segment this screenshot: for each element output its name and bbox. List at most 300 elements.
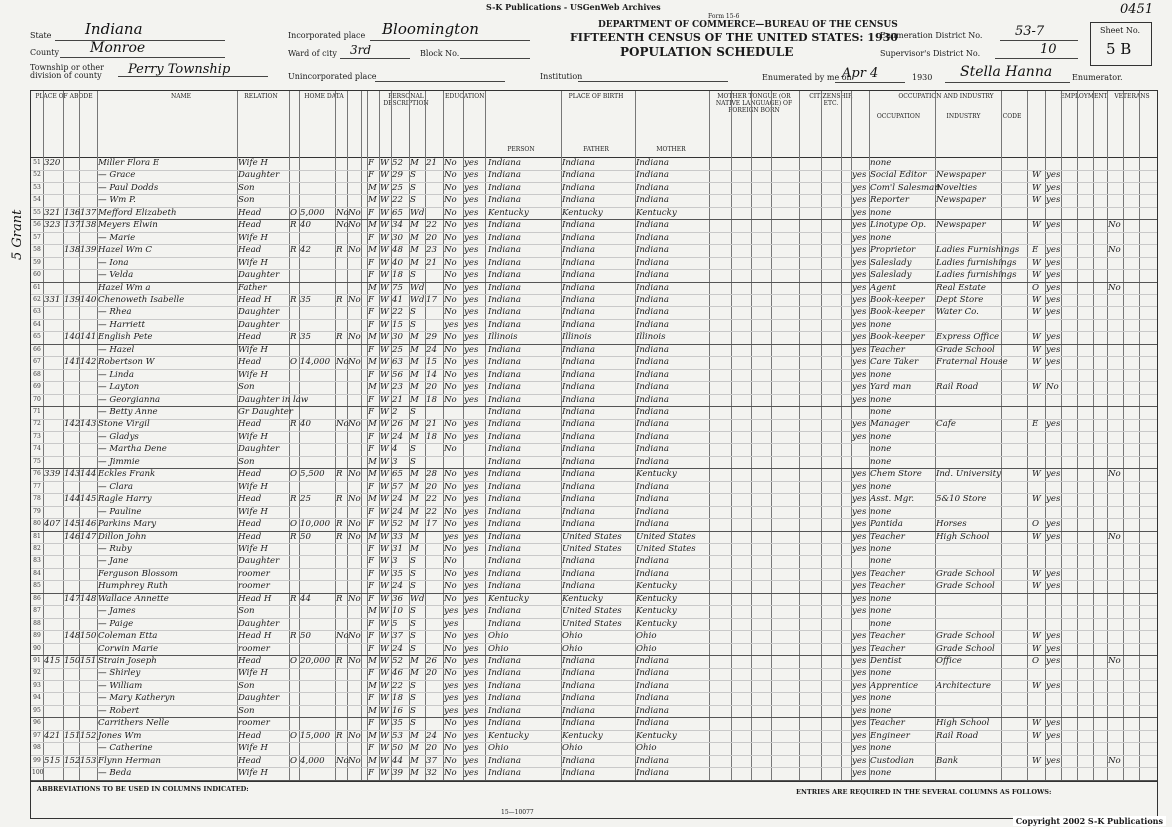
class-of-worker-cell: W — [1032, 730, 1041, 741]
farm-flag-cell: No — [348, 207, 361, 218]
relation-cell: Head — [238, 730, 262, 741]
sex-cell: M — [368, 680, 377, 691]
age-cell: 46 — [392, 668, 403, 679]
line-number-cell: 63 — [33, 308, 41, 316]
radio-set-cell: R — [336, 519, 343, 530]
line-number-cell: 68 — [33, 370, 41, 378]
industry-cell: Newspaper — [936, 220, 986, 231]
marital-cell: S — [410, 606, 416, 617]
age-cell: 18 — [392, 693, 403, 704]
house-number-cell: 515 — [44, 755, 61, 766]
line-number-cell: 82 — [33, 544, 41, 552]
birthplace-cell: Indiana — [488, 618, 521, 629]
sex-cell: F — [368, 506, 374, 517]
occupation-cell: Book-keeper — [870, 332, 925, 343]
birthplace-cell: Indiana — [488, 469, 521, 480]
relation-cell: Head H — [238, 631, 272, 642]
occupation-cell: none — [870, 556, 892, 567]
father-birthplace-cell: Kentucky — [562, 593, 603, 604]
relation-cell: Head — [238, 656, 262, 666]
class-of-worker-cell: W — [1032, 195, 1041, 206]
home-value-cell: 25 — [300, 494, 311, 505]
home-tenure-cell: R — [290, 631, 297, 642]
sex-cell: F — [368, 543, 374, 554]
occupation-cell: none — [870, 319, 892, 330]
mother-birthplace-cell: Indiana — [636, 506, 669, 517]
literacy-cell: yes — [464, 344, 479, 355]
race-cell: W — [380, 543, 389, 554]
speaks-english-cell: yes — [852, 257, 867, 268]
age-at-marriage-cell: 26 — [426, 656, 437, 666]
school-cell: No — [444, 232, 457, 243]
speaks-english-cell: yes — [852, 307, 867, 318]
occupation-cell: none — [870, 506, 892, 517]
birthplace-cell: Indiana — [488, 568, 521, 579]
marital-cell: M — [410, 431, 419, 442]
family-number-cell: 150 — [80, 631, 97, 642]
class-of-worker-cell: W — [1032, 469, 1041, 480]
father-birthplace-cell: Indiana — [562, 519, 595, 530]
marital-cell: M — [410, 369, 419, 380]
family-number-cell: 137 — [80, 207, 97, 218]
sex-cell: F — [368, 369, 374, 380]
home-tenure-cell: R — [290, 245, 297, 256]
sex-cell: M — [368, 730, 377, 741]
industry-cell: Cafe — [936, 419, 956, 430]
literacy-cell: yes — [464, 382, 479, 393]
school-cell: No — [444, 357, 457, 368]
literacy-cell: yes — [464, 680, 479, 691]
race-cell: W — [380, 743, 389, 754]
literacy-cell: yes — [464, 494, 479, 505]
father-birthplace-cell: United States — [562, 531, 622, 542]
occupation-cell: none — [870, 618, 892, 629]
class-of-worker-cell: W — [1032, 531, 1041, 542]
school-cell: No — [444, 656, 457, 666]
birthplace-cell: Indiana — [488, 656, 521, 666]
relation-cell: Head — [238, 469, 262, 480]
place-label: Incorporated place — [288, 31, 366, 40]
class-of-worker-cell: W — [1032, 182, 1041, 193]
birth-mother-header: MOTHER — [656, 146, 686, 153]
farm-flag-cell: No — [348, 730, 361, 741]
father-birthplace-cell: Indiana — [562, 431, 595, 442]
home-tenure-cell: R — [290, 419, 297, 430]
dwelling-number-cell: 152 — [64, 755, 81, 766]
line-number-cell: 54 — [33, 196, 41, 204]
section-citizenship: CITIZENSHIP, ETC. — [809, 93, 853, 107]
literacy-cell: yes — [464, 768, 479, 779]
father-birthplace-cell: Indiana — [562, 768, 595, 779]
employment-cell: yes — [1046, 568, 1061, 579]
marital-cell: M — [410, 419, 419, 430]
line-number-cell: 77 — [33, 482, 41, 490]
occupation-cell: Care Taker — [870, 357, 919, 368]
line-number-cell: 51 — [33, 159, 41, 166]
farm-flag-cell: No — [348, 220, 361, 231]
employment-cell: yes — [1046, 643, 1061, 654]
home-value-cell: 4,000 — [300, 755, 325, 766]
relation-cell: roomer — [238, 643, 270, 654]
section-personal: PERSONAL DESCRIPTION — [383, 93, 429, 107]
radio-set-cell: No — [336, 755, 349, 766]
marital-cell: S — [410, 456, 416, 467]
veteran-cell: No — [1108, 755, 1121, 766]
line-number-cell: 71 — [33, 408, 41, 415]
employment-cell: yes — [1046, 170, 1061, 181]
race-cell: W — [380, 768, 389, 779]
father-birthplace-cell: Indiana — [562, 170, 595, 181]
father-birthplace-cell: Indiana — [562, 195, 595, 206]
school-cell: No — [444, 444, 457, 455]
age-cell: 3 — [392, 456, 398, 467]
employment-cell: yes — [1046, 257, 1061, 268]
mother-birthplace-cell: Indiana — [636, 182, 669, 193]
father-birthplace-cell: Ohio — [562, 643, 583, 654]
line-number-cell: 67 — [33, 358, 41, 366]
occupation-cell: Teacher — [870, 581, 905, 592]
dwelling-number-cell: 143 — [64, 469, 81, 480]
mother-birthplace-cell: Indiana — [636, 481, 669, 492]
employment-cell: yes — [1046, 307, 1061, 318]
school-cell: No — [444, 158, 457, 168]
race-cell: W — [380, 182, 389, 193]
dwelling-number-cell: 136 — [64, 207, 81, 218]
sex-cell: M — [368, 332, 377, 343]
father-birthplace-cell: Indiana — [562, 220, 595, 231]
age-cell: 21 — [392, 394, 403, 405]
home-value-cell: 5,500 — [300, 469, 325, 480]
farm-flag-cell: No — [348, 357, 361, 368]
father-birthplace-cell: Indiana — [562, 369, 595, 380]
literacy-cell: yes — [464, 319, 479, 330]
occupation-cell: Book-keeper — [870, 294, 925, 305]
birthplace-cell: Indiana — [488, 170, 521, 181]
line-number-cell: 81 — [33, 532, 41, 540]
literacy-cell: yes — [464, 182, 479, 193]
marital-cell: M — [410, 394, 419, 405]
person-name-cell: Dillon John — [98, 531, 147, 542]
father-birthplace-cell: Indiana — [562, 705, 595, 716]
birthplace-cell: Indiana — [488, 456, 521, 467]
person-name-cell: Wallace Annette — [98, 593, 169, 604]
dwelling-number-cell: 145 — [64, 519, 81, 530]
employment-cell: yes — [1046, 531, 1061, 542]
speaks-english-cell: yes — [852, 506, 867, 517]
person-name-cell: Miller Flora E — [98, 158, 160, 168]
race-cell: W — [380, 556, 389, 567]
literacy-cell: yes — [464, 718, 479, 729]
sex-cell: F — [368, 693, 374, 704]
literacy-cell: yes — [464, 431, 479, 442]
marital-cell: Wd — [410, 294, 425, 305]
sex-cell: M — [368, 357, 377, 368]
relation-cell: Wife H — [238, 431, 268, 442]
birthplace-cell: Kentucky — [488, 730, 529, 741]
home-value-cell: 50 — [300, 631, 311, 642]
birthplace-cell: Indiana — [488, 556, 521, 567]
father-birthplace-cell: Indiana — [562, 718, 595, 729]
line-number-cell: 60 — [33, 271, 41, 279]
mother-birthplace-cell: Indiana — [636, 444, 669, 455]
age-at-marriage-cell: 23 — [426, 245, 437, 256]
literacy-cell: yes — [464, 568, 479, 579]
birthplace-cell: Indiana — [488, 158, 521, 168]
line-number-cell: 62 — [33, 295, 41, 303]
age-at-marriage-cell: 22 — [426, 494, 437, 505]
ward-label: Ward of city — [288, 49, 337, 58]
occupation-cell: Yard man — [870, 382, 912, 393]
employment-cell: No — [1046, 382, 1059, 393]
line-number-cell: 87 — [33, 607, 41, 615]
relation-cell: Head — [238, 531, 262, 542]
age-at-marriage-cell: 17 — [426, 519, 437, 530]
sex-cell: F — [368, 207, 374, 218]
race-cell: W — [380, 668, 389, 679]
race-cell: W — [380, 382, 389, 393]
age-cell: 10 — [392, 606, 403, 617]
sex-cell: M — [368, 220, 377, 231]
age-cell: 65 — [392, 207, 403, 218]
marital-cell: M — [410, 543, 419, 554]
line-number-cell: 55 — [33, 208, 41, 216]
father-birthplace-cell: Indiana — [562, 419, 595, 430]
marital-cell: S — [410, 705, 416, 716]
line-number-cell: 56 — [33, 221, 41, 229]
industry-cell: Fraternal House — [936, 357, 1008, 368]
speaks-english-cell: yes — [852, 319, 867, 330]
person-name-cell: Flynn Herman — [98, 755, 161, 766]
person-name-cell: Ragle Harry — [98, 494, 152, 505]
family-number-cell: 147 — [80, 531, 97, 542]
relation-cell: Daughter — [238, 556, 280, 567]
industry-cell: Office — [936, 656, 962, 666]
occupation-cell: none — [870, 407, 892, 417]
literacy-cell: yes — [464, 294, 479, 305]
father-birthplace-cell: United States — [562, 618, 622, 629]
age-cell: 40 — [392, 257, 403, 268]
age-at-marriage-cell: 21 — [426, 257, 437, 268]
family-number-cell: 151 — [80, 656, 97, 666]
race-cell: W — [380, 631, 389, 642]
home-tenure-cell: R — [290, 593, 297, 604]
father-birthplace-cell: Indiana — [562, 245, 595, 256]
marital-cell: S — [410, 407, 416, 417]
occupation-header: OCCUPATION — [876, 113, 921, 120]
birthplace-cell: Indiana — [488, 294, 521, 305]
literacy-cell: yes — [464, 307, 479, 318]
class-of-worker-cell: W — [1032, 332, 1041, 343]
sex-cell: M — [368, 456, 377, 467]
mother-birthplace-cell: Indiana — [636, 195, 669, 206]
person-name-cell: Hazel Wm C — [98, 245, 153, 256]
home-tenure-cell: O — [290, 656, 298, 666]
sex-cell: F — [368, 307, 374, 318]
school-cell: yes — [444, 606, 459, 617]
father-birthplace-cell: Indiana — [562, 257, 595, 268]
marital-cell: S — [410, 182, 416, 193]
father-birthplace-cell: Ohio — [562, 743, 583, 754]
class-of-worker-cell: W — [1032, 382, 1041, 393]
age-cell: 31 — [392, 543, 403, 554]
section-veterans: VETERANS — [1114, 93, 1150, 100]
sex-cell: F — [368, 631, 374, 642]
occupation-cell: Chem Store — [870, 469, 922, 480]
stamp-number: 0451 — [1120, 2, 1154, 17]
house-number-cell: 331 — [44, 294, 61, 305]
race-cell: W — [380, 369, 389, 380]
farm-flag-cell: No — [348, 656, 361, 666]
radio-set-cell: R — [336, 332, 343, 343]
industry-cell: Ladies furnishings — [936, 257, 1017, 268]
age-at-marriage-cell: 20 — [426, 481, 437, 492]
mother-birthplace-cell: United States — [636, 543, 696, 554]
sex-cell: F — [368, 294, 374, 305]
relation-cell: Daughter — [238, 270, 280, 281]
veteran-cell: No — [1108, 220, 1121, 231]
class-of-worker-cell: W — [1032, 170, 1041, 181]
speaks-english-cell: yes — [852, 656, 867, 666]
age-at-marriage-cell: 18 — [426, 394, 437, 405]
literacy-cell: yes — [464, 245, 479, 256]
line-number-cell: 70 — [33, 395, 41, 403]
age-cell: 52 — [392, 656, 403, 666]
race-cell: W — [380, 730, 389, 741]
speaks-english-cell: yes — [852, 593, 867, 604]
side-annotation: 5 Grant — [10, 209, 25, 260]
father-birthplace-cell: Indiana — [562, 182, 595, 193]
literacy-cell: yes — [464, 581, 479, 592]
father-birthplace-cell: Indiana — [562, 382, 595, 393]
home-value-cell: 14,000 — [300, 357, 331, 368]
sex-cell: M — [368, 182, 377, 193]
marital-cell: S — [410, 631, 416, 642]
mother-birthplace-cell: Indiana — [636, 170, 669, 181]
mother-birthplace-cell: Kentucky — [636, 606, 677, 617]
marital-cell: M — [410, 743, 419, 754]
home-tenure-cell: R — [290, 332, 297, 343]
father-birthplace-cell: United States — [562, 543, 622, 554]
marital-cell: M — [410, 232, 419, 243]
form-number: Form 15-6 — [708, 13, 740, 20]
age-cell: 22 — [392, 195, 403, 206]
mother-birthplace-cell: Indiana — [636, 768, 669, 779]
class-of-worker-cell: W — [1032, 643, 1041, 654]
relation-cell: Son — [238, 182, 255, 193]
sex-cell: F — [368, 618, 374, 629]
line-number-cell: 86 — [33, 594, 41, 602]
age-cell: 39 — [392, 768, 403, 779]
marital-cell: M — [410, 519, 419, 530]
population-table — [30, 90, 1158, 782]
enumeration-date: Apr 4 — [842, 66, 879, 81]
person-name-cell: Jones Wm — [98, 730, 142, 741]
column-headers — [31, 91, 1157, 158]
line-number-cell: 98 — [33, 744, 41, 752]
mother-birthplace-cell: Indiana — [636, 344, 669, 355]
race-cell: W — [380, 158, 389, 168]
industry-cell: Grade School — [936, 581, 995, 592]
marital-cell: S — [410, 170, 416, 181]
marital-cell: M — [410, 382, 419, 393]
home-value-cell: 15,000 — [300, 730, 331, 741]
line-number-cell: 99 — [33, 756, 41, 764]
mother-birthplace-cell: Illinois — [636, 332, 666, 343]
industry-cell: Grade School — [936, 631, 995, 642]
age-at-marriage-cell: 20 — [426, 232, 437, 243]
sex-cell: F — [368, 170, 374, 181]
school-cell: No — [444, 506, 457, 517]
age-cell: 48 — [392, 245, 403, 256]
literacy-cell: yes — [464, 755, 479, 766]
dwelling-number-cell: 139 — [64, 294, 81, 305]
veteran-cell: No — [1108, 245, 1121, 256]
age-cell: 15 — [392, 319, 403, 330]
marital-cell: M — [410, 481, 419, 492]
industry-cell: Architecture — [936, 680, 991, 691]
occupation-cell: none — [870, 394, 892, 405]
person-name-cell: Chenoweth Isabelle — [98, 294, 185, 305]
school-cell: yes — [444, 531, 459, 542]
line-number-cell: 79 — [33, 507, 41, 515]
mother-birthplace-cell: Indiana — [636, 755, 669, 766]
line-number-cell: 65 — [33, 333, 41, 341]
race-cell: W — [380, 207, 389, 218]
person-name-cell: — William — [98, 680, 143, 691]
speaks-english-cell: yes — [852, 680, 867, 691]
occupation-cell: Book-keeper — [870, 307, 925, 318]
birthplace-cell: Indiana — [488, 444, 521, 455]
race-cell: W — [380, 407, 389, 417]
industry-cell: Bank — [936, 755, 959, 766]
birthplace-cell: Ohio — [488, 631, 509, 642]
school-cell: No — [444, 332, 457, 343]
radio-set-cell: No — [336, 207, 349, 218]
literacy-cell: yes — [464, 631, 479, 642]
class-of-worker-cell: W — [1032, 494, 1041, 505]
mother-birthplace-cell: Indiana — [636, 394, 669, 405]
person-name-cell: — Pauline — [98, 506, 142, 517]
birthplace-cell: Indiana — [488, 319, 521, 330]
father-birthplace-cell: Indiana — [562, 407, 595, 417]
age-at-marriage-cell: 21 — [426, 419, 437, 430]
marital-cell: M — [410, 494, 419, 505]
speaks-english-cell: yes — [852, 294, 867, 305]
father-birthplace-cell: Indiana — [562, 282, 595, 293]
marital-cell: S — [410, 307, 416, 318]
relation-cell: roomer — [238, 581, 270, 592]
speaks-english-cell: yes — [852, 531, 867, 542]
employment-cell: yes — [1046, 755, 1061, 766]
occupation-cell: Reporter — [870, 195, 909, 206]
speaks-english-cell: yes — [852, 494, 867, 505]
mother-birthplace-cell: Indiana — [636, 369, 669, 380]
family-number-cell: 152 — [80, 730, 97, 741]
race-cell: W — [380, 170, 389, 181]
birthplace-cell: Indiana — [488, 182, 521, 193]
mother-birthplace-cell: Indiana — [636, 556, 669, 567]
race-cell: W — [380, 680, 389, 691]
person-name-cell: — Catherine — [98, 743, 153, 754]
employment-cell: yes — [1046, 419, 1061, 430]
home-tenure-cell: O — [290, 730, 298, 741]
school-cell: No — [444, 730, 457, 741]
speaks-english-cell: yes — [852, 755, 867, 766]
family-number-cell: 146 — [80, 519, 97, 530]
industry-cell: Rail Road — [936, 382, 979, 393]
mother-birthplace-cell: Indiana — [636, 282, 669, 293]
class-of-worker-cell: W — [1032, 357, 1041, 368]
